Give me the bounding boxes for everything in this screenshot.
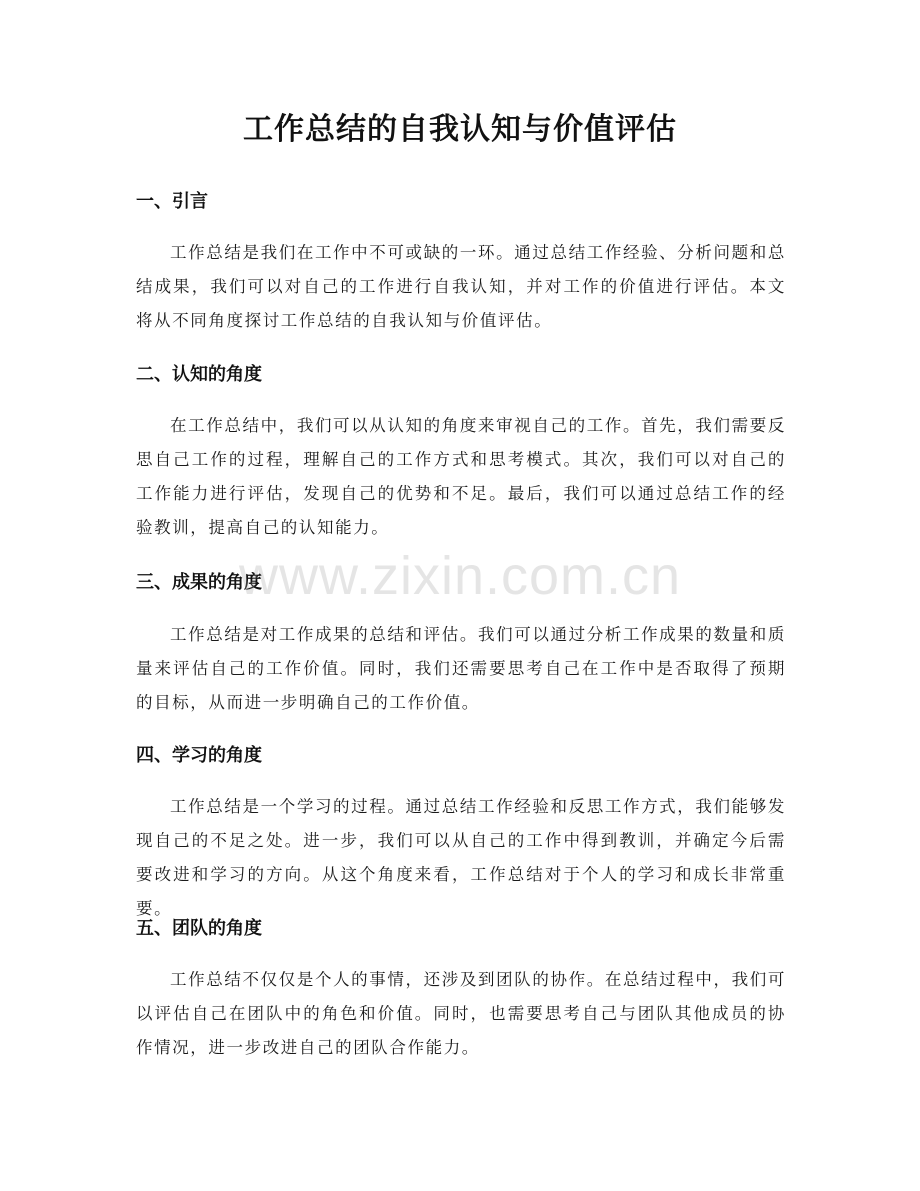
section-paragraph-results: 工作总结是对工作成果的总结和评估。我们可以通过分析工作成果的数量和质量来评估自己的工作价值。同时，我们还需要思考自己在工作中是否取得了预期的目标，从而进一步明确自己的工作价值。 <box>136 625 786 712</box>
section-paragraph-team: 工作总结不仅仅是个人的事情，还涉及到团队的协作。在总结过程中，我们可以评估自己在团队中的角色和价值。同时，也需要思考自己与团队其他成员的协作情况，进一步改进自己的团队合作能力。 <box>136 970 786 1057</box>
section-heading-team: 五、团队的角度 <box>136 918 262 939</box>
section-heading-introduction: 一、引言 <box>136 191 208 212</box>
section-paragraph-learning: 工作总结是一个学习的过程。通过总结工作经验和反思工作方式，我们能够发现自己的不足之处。进一步，我们可以从自己的工作中得到教训，并确定今后需要改进和学习的方向。从这个角度来看，工作总结对于个人的学习和成长非常重要。 <box>136 797 786 918</box>
section-heading-cognition: 二、认知的角度 <box>136 364 262 385</box>
watermark: www.zixin.com.cn <box>238 546 682 606</box>
section-paragraph-cognition: 在工作总结中，我们可以从认知的角度来审视自己的工作。首先，我们需要反思自己工作的过程，理解自己的工作方式和思考模式。其次，我们可以对自己的工作能力进行评估，发现自己的优势和不足。最后，我们可以通过总结工作的经验教训，提高自己的认知能力。 <box>136 416 786 537</box>
section-heading-learning: 四、学习的角度 <box>136 745 262 766</box>
section-heading-results: 三、成果的角度 <box>136 572 262 593</box>
document-title: 工作总结的自我认知与价值评估 <box>243 112 677 147</box>
section-paragraph-introduction: 工作总结是我们在工作中不可或缺的一环。通过总结工作经验、分析问题和总结成果，我们可以对自己的工作进行自我认知，并对工作的价值进行评估。本文将从不同角度探讨工作总结的自我认知与价值评估。 <box>136 243 786 330</box>
